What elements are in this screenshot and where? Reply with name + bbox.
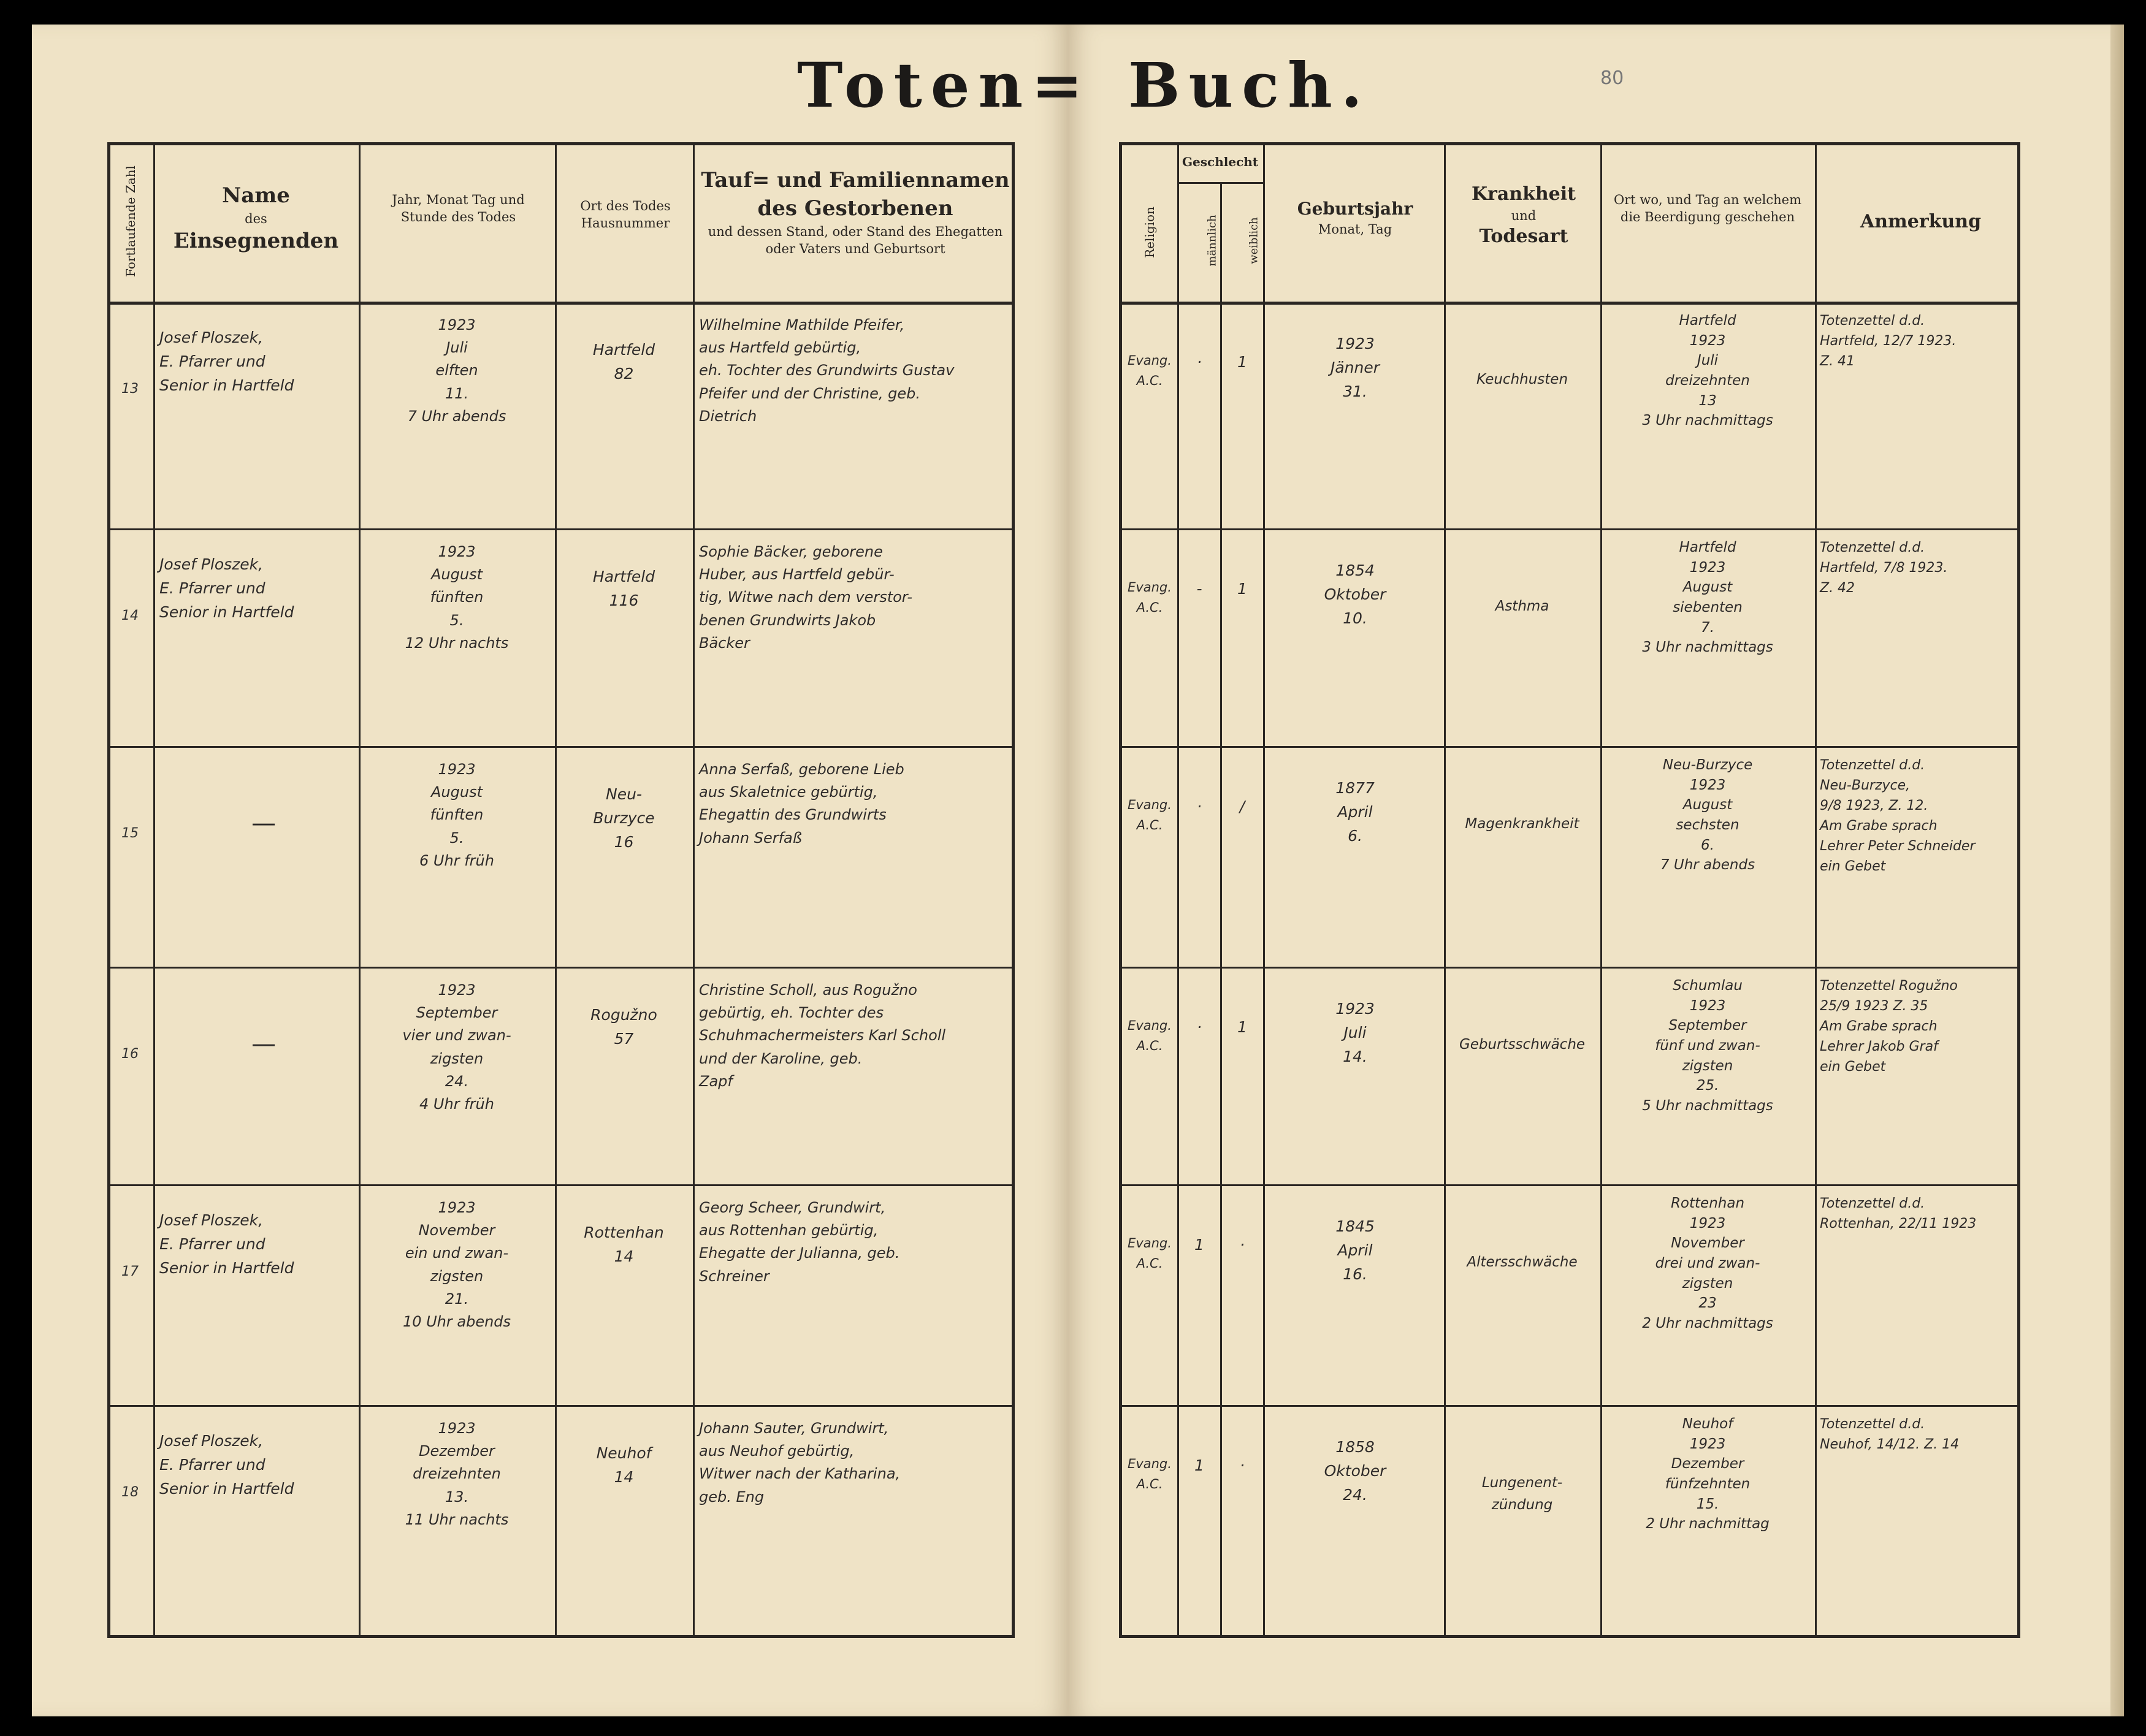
officiant-name: Josef Ploszek, E. Pfarrer und Senior in Hartfeld	[159, 1211, 294, 1277]
header-place: Ort des Todes Hausnummer	[580, 199, 671, 231]
death-place: Neuhof 14	[596, 1444, 652, 1486]
header-death-date: Jahr, Monat Tag und Stunde des Todes	[392, 192, 525, 225]
entry-number: 13	[121, 381, 139, 397]
illness: Asthma	[1495, 598, 1549, 614]
entry-number: 16	[121, 1046, 139, 1062]
header-male: männlich	[1205, 215, 1219, 267]
death-date: 1923 August fünften 5. 6 Uhr früh	[419, 761, 494, 869]
burial-place-date: Neu-Burzyce 1923 August sechsten 6. 7 Uhr abends	[1660, 757, 1755, 874]
page-title-left: Toten=	[797, 49, 1091, 121]
header-name: Name des Einsegnenden	[173, 183, 339, 254]
header-religion: Religion	[1142, 207, 1157, 258]
deceased-name: Johann Sauter, Grundwirt, aus Neuhof gebürtig, Witwer nach der Katharina, geb. Eng	[699, 1420, 901, 1506]
death-date: 1923 August fünften 5. 12 Uhr nachts	[405, 543, 509, 652]
entry-number: 18	[121, 1485, 139, 1500]
header-illness: Krankheit und Todesart	[1471, 183, 1576, 247]
remark: Totenzettel d.d. Neuhof, 14/12. Z. 14	[1820, 1417, 1960, 1452]
header-birth: Geburtsjahr Monat, Tag	[1297, 199, 1413, 237]
religion: Evang. A.C.	[1128, 1018, 1172, 1053]
religion: Evang. A.C.	[1128, 580, 1172, 615]
sex-male: 1	[1194, 1236, 1204, 1254]
header-number: Fortlaufende Zahl	[123, 166, 138, 277]
religion: Evang. A.C.	[1128, 798, 1172, 832]
death-place: Hartfeld 82	[592, 341, 655, 383]
burial-place-date: Hartfeld 1923 August siebenten 7. 3 Uhr nachmittags	[1642, 539, 1773, 656]
header-sex: Geschlecht	[1182, 154, 1259, 169]
deceased-name: Wilhelmine Mathilde Pfeifer, aus Hartfeld gebürtig, eh. Tochter des Grundwirts Gustav Pfeifer und der Christine, geb. Dietrich	[699, 316, 955, 425]
remark: Totenzettel d.d. Neu-Burzyce, 9/8 1923, Z. 12. Am Grabe sprach Lehrer Peter Schneider ein Gebet	[1820, 758, 1976, 874]
death-place: Rottenhan 14	[584, 1224, 664, 1265]
illness: Magenkrankheit	[1465, 816, 1579, 832]
header-burial: Ort wo, und Tag an welchem die Beerdigung geschehen	[1614, 192, 1801, 225]
entry-number: 15	[121, 826, 139, 841]
deceased-name: Anna Serfaß, geborene Lieb aus Skaletnice gebürtig, Ehegattin des Grundwirts Johann Serfaß	[699, 761, 904, 847]
sex-male: -	[1196, 580, 1202, 598]
book-edge	[2110, 25, 2124, 1716]
header-deceased: Tauf= und Familiennamen des Gestorbenen und dessen Stand, oder Stand des Ehegatten oder Vaters und Geburtsort	[701, 168, 1010, 257]
death-date: 1923 Dezember dreizehnten 13. 11 Uhr nachts	[405, 1420, 509, 1528]
birth-date: 1877 April 6.	[1335, 779, 1375, 845]
deceased-name: Sophie Bäcker, geborene Huber, aus Hartfeld gebür- tig, Witwe nach dem verstor- benen Grundwirts Jakob Bäcker	[699, 543, 913, 652]
remark: Totenzettel d.d. Hartfeld, 12/7 1923. Z. 41	[1820, 313, 1957, 369]
header-female: weiblich	[1247, 217, 1261, 264]
burial-place-date: Neuhof 1923 Dezember fünfzehnten 15. 2 Uhr nachmittag	[1646, 1416, 1770, 1532]
birth-date: 1854 Oktober 10.	[1324, 562, 1386, 627]
religion: Evang. A.C.	[1128, 353, 1172, 388]
sex-female: ·	[1240, 1236, 1245, 1254]
burial-place-date: Rottenhan 1923 November drei und zwan- zigsten 23 2 Uhr nachmittags	[1642, 1195, 1773, 1331]
sex-female: /	[1239, 798, 1245, 815]
burial-place-date: Schumlau 1923 September fünf und zwan- zigsten 25. 5 Uhr nachmittags	[1642, 978, 1773, 1114]
death-date: 1923 November ein und zwan- zigsten 21. 10 Uhr abends	[402, 1199, 511, 1330]
death-date: 1923 September vier und zwan- zigsten 24. 4 Uhr früh	[402, 981, 511, 1113]
illness: Geburtsschwäche	[1459, 1037, 1586, 1053]
birth-date: 1923 Jänner 31.	[1330, 335, 1380, 400]
officiant-name: Josef Ploszek, E. Pfarrer und Senior in Hartfeld	[159, 1432, 294, 1498]
birth-date: 1845 April 16.	[1335, 1217, 1375, 1283]
deceased-name: Christine Scholl, aus Rogužno gebürtig, eh. Tochter des Schuhmachermeisters Karl Scholl und der Karoline, geb. Zapf	[699, 981, 946, 1090]
remark: Totenzettel d.d. Rottenhan, 22/11 1923	[1820, 1196, 1977, 1232]
sex-female: 1	[1237, 580, 1247, 598]
officiant-name: —	[251, 809, 276, 837]
illness: Altersschwäche	[1467, 1254, 1578, 1270]
sex-female: 1	[1237, 1018, 1247, 1036]
death-place: Hartfeld 116	[592, 568, 655, 609]
ledger-right	[1119, 142, 2020, 1638]
remark: Totenzettel Rogužno 25/9 1923 Z. 35 Am Grabe sprach Lehrer Jakob Graf ein Gebet	[1820, 978, 1958, 1075]
page-title-right: Buch.	[1128, 49, 1371, 121]
sex-female: 1	[1237, 353, 1247, 371]
sex-male: 1	[1194, 1456, 1204, 1474]
death-place: Neu- Burzyce 16	[593, 785, 655, 851]
burial-place-date: Hartfeld 1923 Juli dreizehnten 13 3 Uhr nachmittags	[1642, 313, 1773, 429]
officiant-name: —	[251, 1030, 276, 1058]
entry-number: 14	[121, 608, 139, 623]
illness: Keuchhusten	[1476, 371, 1568, 387]
sex-male: ·	[1197, 1018, 1202, 1036]
remark: Totenzettel d.d. Hartfeld, 7/8 1923. Z. 42	[1820, 540, 1948, 596]
sex-male: ·	[1197, 798, 1202, 815]
birth-date: 1923 Juli 14.	[1335, 1000, 1375, 1065]
death-place: Rogužno 57	[590, 1006, 657, 1048]
folio-number: 80	[1600, 67, 1624, 89]
death-date: 1923 Juli elften 11. 7 Uhr abends	[407, 316, 506, 425]
deceased-name: Georg Scheer, Grundwirt, aus Rottenhan gebürtig, Ehegatte der Julianna, geb. Schreiner	[699, 1199, 900, 1285]
sex-male: ·	[1197, 353, 1202, 371]
religion: Evang. A.C.	[1128, 1456, 1172, 1491]
sex-female: ·	[1240, 1456, 1245, 1474]
entry-number: 17	[121, 1264, 139, 1279]
ledger-left	[107, 142, 1015, 1638]
officiant-name: Josef Ploszek, E. Pfarrer und Senior in Hartfeld	[159, 329, 294, 394]
religion: Evang. A.C.	[1128, 1236, 1172, 1271]
officiant-name: Josef Ploszek, E. Pfarrer und Senior in Hartfeld	[159, 555, 294, 621]
birth-date: 1858 Oktober 24.	[1324, 1438, 1386, 1504]
illness: Lungenent- zündung	[1481, 1475, 1563, 1513]
header-remark: Anmerkung	[1860, 211, 1982, 232]
